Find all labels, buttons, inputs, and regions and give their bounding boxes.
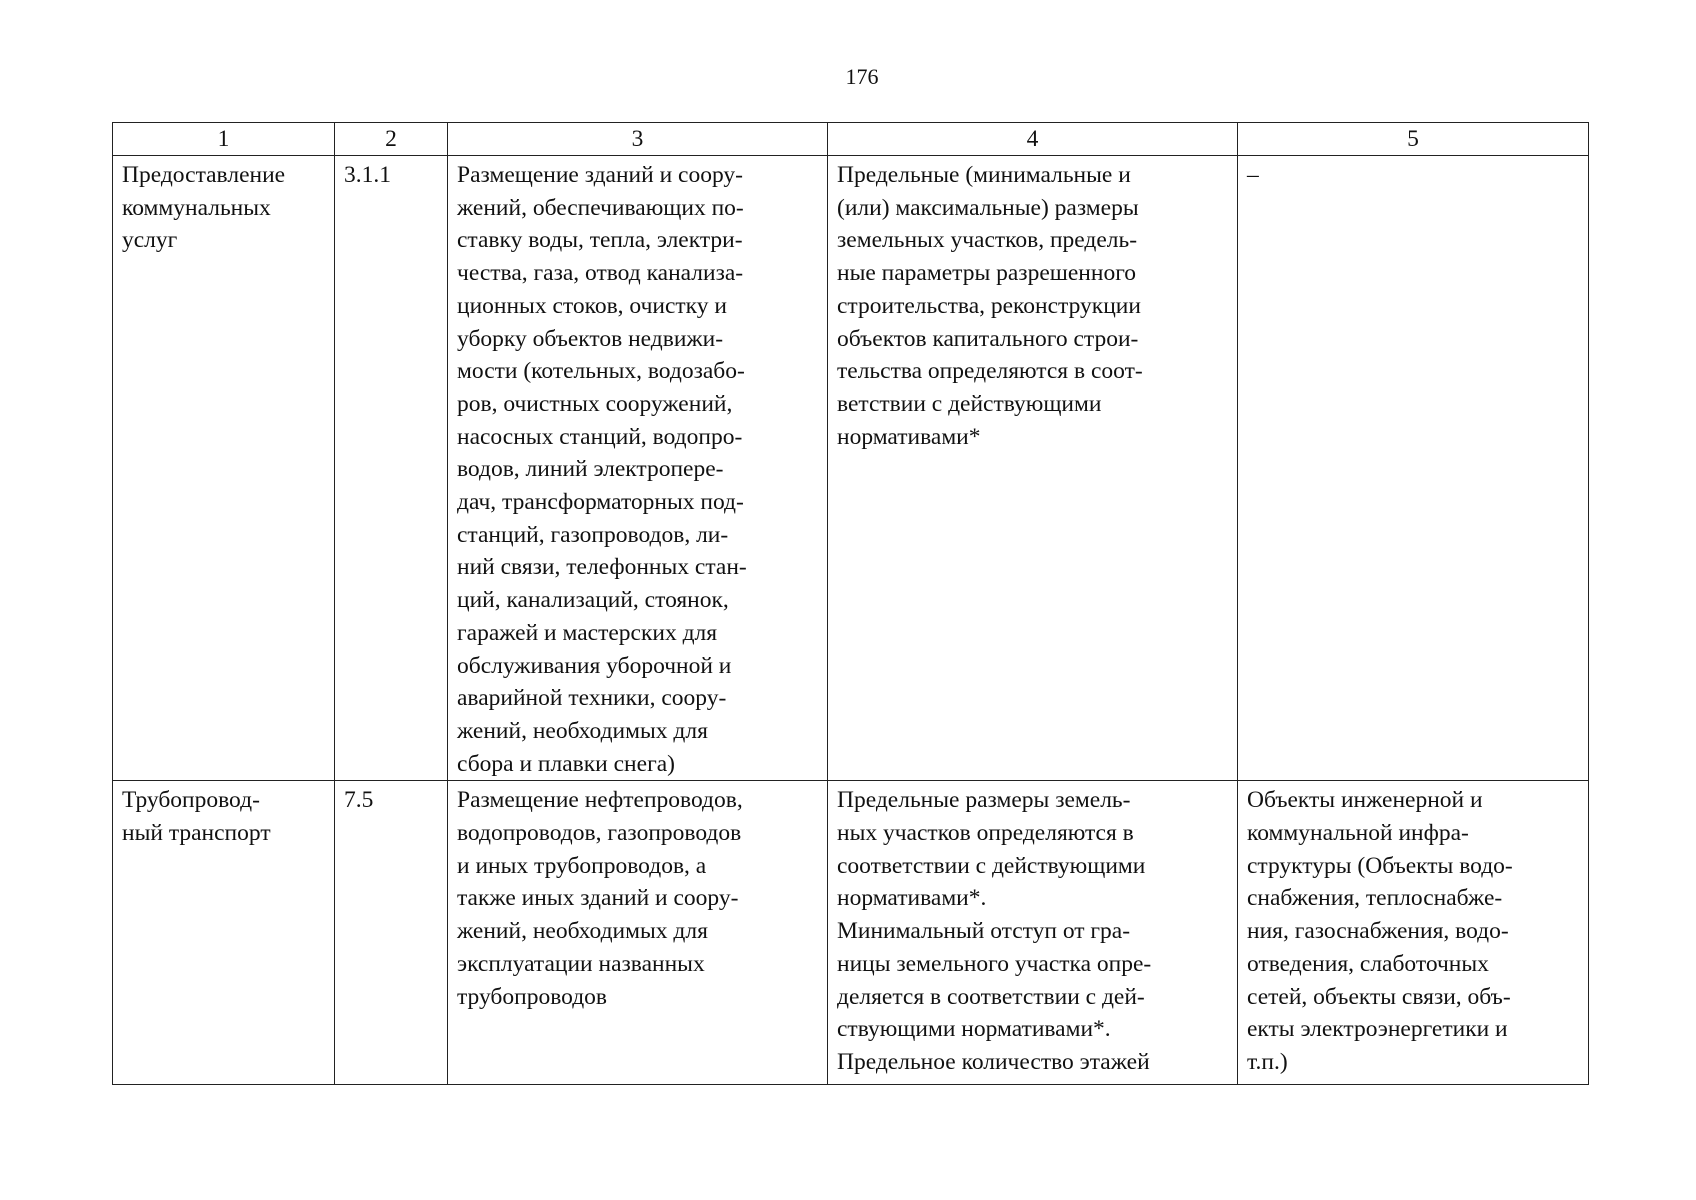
cell-text-line: екты электроэнергетики и [1247, 1016, 1508, 1043]
cell-text-line: (или) максимальные) размеры [837, 194, 1139, 221]
cell-text-line: Объекты инженерной и [1247, 787, 1483, 814]
cell-use-type [113, 156, 335, 781]
cell-text-line: ницы земельного участка опре- [837, 950, 1152, 977]
cell-text-line: жений, обеспечивающих по- [457, 194, 744, 221]
cell-text-line: строительства, реконструкции [837, 292, 1141, 319]
cell-text-line: нормативами* [837, 423, 981, 450]
cell-text-line: Предельные размеры земель- [837, 787, 1131, 814]
cell-text-line: услуг [122, 227, 178, 254]
cell-text-line: Трубопровод- [122, 787, 260, 814]
cell-text-line: водопроводов, газопроводов [457, 820, 742, 847]
column-header-5: 5 [1238, 123, 1589, 156]
cell-text-line: Минимальный отступ от гра- [837, 918, 1131, 945]
cell-text-line: жений, необходимых для [457, 918, 708, 945]
cell-text-line: ставку воды, тепла, электри- [457, 227, 743, 254]
cell-text-line: станций, газопроводов, ли- [457, 521, 729, 548]
cell-text-line: эксплуатации названных [457, 950, 705, 977]
cell-text-line: структуры (Объекты водо- [1247, 852, 1513, 879]
cell-text-line: чества, газа, отвод канализа- [457, 260, 744, 287]
cell-parameters [828, 156, 1238, 781]
cell-text-line: ний связи, телефонных стан- [457, 554, 747, 581]
cell-description [448, 781, 828, 1085]
cell-text-line: коммунальных [122, 194, 271, 221]
cell-text-line: жений, необходимых для [457, 717, 708, 744]
cell-text-line: Предельные (минимальные и [837, 162, 1131, 188]
cell-code [335, 156, 448, 781]
column-header-2: 2 [335, 123, 448, 156]
header-row [113, 123, 1589, 156]
cell-text-line: ный транспорт [122, 820, 271, 847]
cell-text-line: аварийной техники, соору- [457, 685, 727, 712]
page-number: 176 [845, 64, 879, 89]
cell-text-line: – [1247, 162, 1259, 188]
table-row [113, 156, 1589, 781]
cell-text-line: гаражей и мастерских для [457, 619, 718, 646]
cell-text-line: также иных зданий и соору- [457, 885, 739, 912]
cell-objects [1238, 781, 1589, 1085]
land-use-table [112, 122, 1589, 1085]
cell-text-line: отведения, слаботочных [1247, 950, 1489, 977]
cell-text-line: ционных стоков, очистку и [457, 292, 727, 319]
cell-text-line: ные параметры разрешенного [837, 260, 1137, 287]
cell-text-line: Размещение зданий и соору- [457, 162, 743, 188]
cell-text-line: земельных участков, предель- [837, 227, 1138, 254]
cell-text-line: т.п.) [1247, 1048, 1288, 1075]
cell-text-line: и иных трубопроводов, а [457, 852, 707, 879]
cell-objects [1238, 156, 1589, 781]
cell-text-line: водов, линий электропере- [457, 456, 724, 483]
cell-text-line: объектов капитального строи- [837, 325, 1139, 352]
cell-text-line: снабжения, теплоснабже- [1247, 885, 1503, 912]
cell-text-line: обслуживания уборочной и [457, 652, 732, 679]
cell-text-line: Предельное количество этажей [837, 1048, 1150, 1075]
cell-text-line: ния, газоснабжения, водо- [1247, 918, 1509, 945]
cell-parameters [828, 781, 1238, 1085]
column-header-4: 4 [828, 123, 1238, 156]
column-header-1: 1 [113, 123, 335, 156]
cell-text-line: дач, трансформаторных под- [457, 489, 744, 516]
cell-text-line: деляется в соответствии с дей- [837, 983, 1145, 1010]
cell-text-line: трубопроводов [457, 983, 608, 1010]
cell-text-line: сетей, объекты связи, объ- [1247, 983, 1511, 1010]
cell-text-line: насосных станций, водопро- [457, 423, 743, 450]
cell-text-line: коммунальной инфра- [1247, 820, 1469, 847]
cell-text-line: ций, канализаций, стоянок, [457, 587, 729, 614]
table-row [113, 781, 1589, 1085]
cell-text-line: ветствии с действующими [837, 390, 1102, 417]
cell-use-type [113, 781, 335, 1085]
cell-code [335, 781, 448, 1085]
cell-text-line: уборку объектов недвижи- [457, 325, 724, 352]
cell-text-line: 3.1.1 [344, 162, 391, 188]
cell-text-line: Размещение нефтепроводов, [457, 787, 743, 814]
cell-text-line: нормативами*. [837, 885, 987, 912]
cell-text-line: Предоставление [122, 162, 286, 188]
cell-text-line: тельства определяются в соот- [837, 358, 1143, 385]
cell-text-line: ных участков определяются в [837, 820, 1134, 847]
cell-text-line: 7.5 [344, 787, 374, 814]
column-header-3: 3 [448, 123, 828, 156]
cell-text-line: ров, очистных сооружений, [457, 390, 733, 417]
cell-text-line: соответствии с действующими [837, 852, 1146, 879]
cell-text-line: сбора и плавки снега) [457, 750, 675, 777]
cell-description [448, 156, 828, 781]
cell-text-line: мости (котельных, водозабо- [457, 358, 745, 385]
cell-text-line: ствующими нормативами*. [837, 1016, 1111, 1043]
